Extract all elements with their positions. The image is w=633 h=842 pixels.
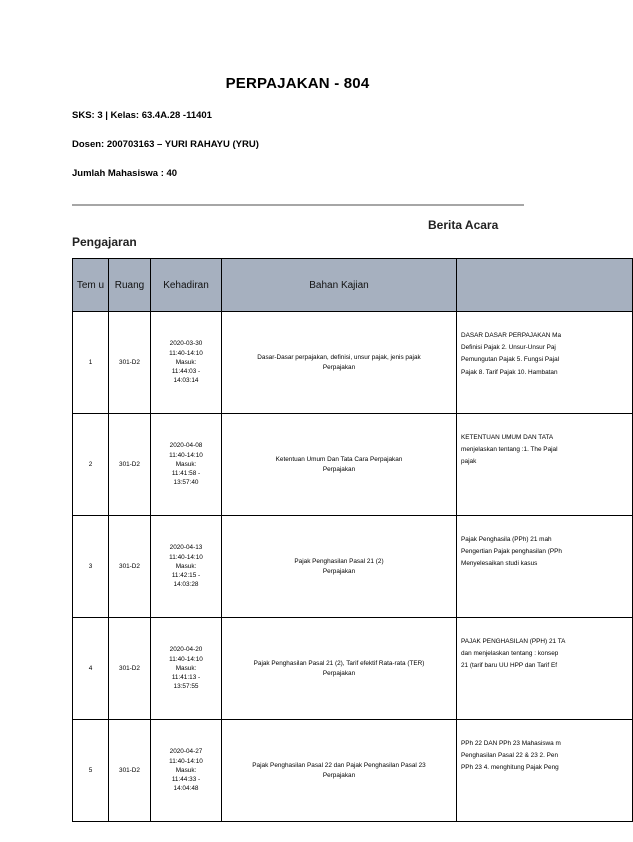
kehadiran-schedule: 11:40-14:10	[169, 757, 203, 765]
cell-bahan-kajian	[222, 414, 457, 516]
description-line: PPh 22 DAN PPh 23 Mahasiswa m	[461, 740, 561, 747]
sks-kelas-line: SKS: 3 | Kelas: 63.4A.28 -11401	[72, 110, 212, 121]
cell-bahan-kajian	[222, 618, 457, 720]
cell-ruang: 301-D2	[109, 618, 151, 720]
kehadiran-masuk-label: Masuk:	[175, 766, 197, 774]
table-body	[73, 312, 633, 822]
kehadiran-end: 14:03:28	[173, 581, 199, 589]
section-heading-part1: Berita Acara	[428, 218, 499, 232]
kehadiran-start: 11:41:58 -	[171, 470, 201, 478]
header-bahan-kajian: Bahan Kajian	[222, 259, 457, 312]
header-temu	[73, 259, 109, 312]
description-line: 21 (tarif baru UU HPP dan Tarif Ef	[461, 662, 558, 670]
cell-temu: 4	[73, 618, 109, 720]
bahan-kajian-course: Perpajakan	[322, 567, 356, 575]
dosen-line: Dosen: 200703163 – YURI RAHAYU (YRU)	[72, 139, 259, 150]
berita-acara-table-wrapper	[72, 258, 595, 793]
cell-temu: 2	[73, 414, 109, 516]
cell-kehadiran	[151, 312, 222, 414]
cell-ruang: 301-D2	[109, 312, 151, 414]
description-line: Menyelesaikan studi kasus	[461, 560, 538, 568]
cell-temu: 3	[73, 516, 109, 618]
table-row	[73, 312, 633, 414]
kehadiran-start: 11:44:03 -	[171, 368, 201, 376]
bahan-kajian-course: Perpajakan	[322, 771, 356, 779]
cell-description	[457, 516, 633, 618]
cell-temu: 5	[73, 720, 109, 822]
bahan-kajian-course: Perpajakan	[322, 363, 356, 371]
cell-temu: 1	[73, 312, 109, 414]
header-kehadiran: Kehadiran	[151, 259, 222, 312]
description-line: DASAR DASAR PERPAJAKAN Ma	[461, 332, 562, 339]
cell-bahan-kajian	[222, 516, 457, 618]
kehadiran-schedule: 11:40-14:10	[169, 553, 203, 561]
kehadiran-date: 2020-03-30	[169, 340, 203, 348]
bahan-kajian-topic: Pajak Penghasilan Pasal 22 dan Pajak Penghasilan Pasal 23	[252, 762, 426, 770]
berita-acara-table	[72, 258, 633, 822]
description-line: Pengertian Pajak penghasilan (PPh	[461, 548, 562, 556]
bahan-kajian-topic: Dasar-Dasar perpajakan, definisi, unsur pajak, jenis pajak	[257, 354, 421, 362]
cell-bahan-kajian	[222, 312, 457, 414]
cell-kehadiran	[151, 720, 222, 822]
section-heading-part2: Pengajaran	[72, 235, 137, 249]
description-line: Definisi Pajak 2. Unsur-Unsur Paj	[461, 344, 556, 352]
description-line: Pajak 8. Tarif Pajak 10. Hambatan	[461, 368, 558, 376]
cell-kehadiran	[151, 618, 222, 720]
header-ruang: Ruang	[109, 259, 151, 312]
kehadiran-schedule: 11:40-14:10	[169, 349, 203, 357]
table-row	[73, 414, 633, 516]
bahan-kajian-topic: Pajak Penghasilan Pasal 21 (2), Tarif efektif Rata-rata (TER)	[253, 660, 425, 668]
kehadiran-masuk-label: Masuk:	[175, 460, 197, 468]
kehadiran-date: 2020-04-27	[169, 748, 203, 756]
cell-ruang: 301-D2	[109, 414, 151, 516]
kehadiran-end: 14:04:48	[173, 785, 199, 793]
description-line: Penghasilan Pasal 22 & 23 2. Pen	[461, 752, 558, 760]
kehadiran-schedule: 11:40-14:10	[169, 451, 203, 459]
divider	[72, 204, 524, 206]
description-line: pajak	[461, 458, 477, 466]
cell-ruang: 301-D2	[109, 516, 151, 618]
kehadiran-end: 13:57:55	[173, 683, 199, 691]
header-description	[457, 259, 633, 312]
kehadiran-end: 13:57:40	[173, 479, 199, 487]
kehadiran-masuk-label: Masuk:	[175, 664, 197, 672]
bahan-kajian-topic: Ketentuan Umum Dan Tata Cara Perpajakan	[275, 456, 403, 464]
kehadiran-masuk-label: Masuk:	[175, 358, 197, 366]
description-line: Pemungutan Pajak 5. Fungsi Pajal	[461, 356, 560, 364]
table-row	[73, 720, 633, 822]
description-line: menjelaskan tentang :1. The Pajal	[461, 446, 558, 454]
cell-kehadiran	[151, 516, 222, 618]
table-row	[73, 618, 633, 720]
cell-ruang: 301-D2	[109, 720, 151, 822]
cell-kehadiran	[151, 414, 222, 516]
description-line: PPh 23 4. menghitung Pajak Peng	[461, 764, 559, 772]
cell-description	[457, 414, 633, 516]
kehadiran-date: 2020-04-13	[169, 544, 203, 552]
kehadiran-date: 2020-04-08	[169, 442, 203, 450]
cell-bahan-kajian	[222, 720, 457, 822]
kehadiran-end: 14:03:14	[173, 377, 199, 385]
table-header-row	[73, 259, 633, 312]
page-title: PERPAJAKAN - 804	[225, 75, 370, 92]
description-line: Pajak Penghasila (PPh) 21 mah	[461, 536, 552, 543]
kehadiran-start: 11:42:15 -	[171, 572, 201, 580]
cell-description	[457, 312, 633, 414]
bahan-kajian-course: Perpajakan	[322, 465, 356, 473]
jumlah-mahasiswa-line: Jumlah Mahasiswa : 40	[72, 168, 178, 179]
kehadiran-schedule: 11:40-14:10	[169, 655, 203, 663]
kehadiran-date: 2020-04-20	[169, 646, 203, 654]
kehadiran-start: 11:41:13 -	[171, 674, 201, 682]
kehadiran-masuk-label: Masuk:	[175, 562, 197, 570]
header-temu-label: Tem u	[76, 279, 105, 291]
kehadiran-start: 11:44:33 -	[171, 776, 201, 784]
description-line: dan menjelaskan tentang : konsep	[461, 650, 559, 658]
description-line: PAJAK PENGHASILAN (PPH) 21 TA	[461, 638, 566, 645]
cell-description	[457, 618, 633, 720]
cell-description	[457, 720, 633, 822]
description-line: KETENTUAN UMUM DAN TATA	[461, 434, 554, 441]
bahan-kajian-topic: Pajak Penghasilan Pasal 21 (2)	[294, 558, 384, 566]
table-row	[73, 516, 633, 618]
bahan-kajian-course: Perpajakan	[322, 669, 356, 677]
